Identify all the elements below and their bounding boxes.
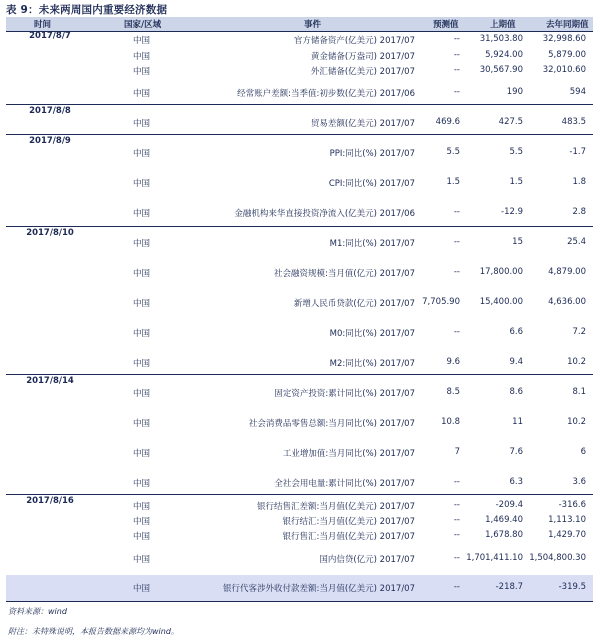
cell-country: 中国 bbox=[133, 329, 151, 339]
date-label: 2017/8/10 bbox=[26, 228, 74, 238]
cell-country: 中国 bbox=[133, 479, 151, 489]
cell-previous: 1,469.40 bbox=[485, 515, 523, 525]
cell-event: 经常账户差额:当季值:初步数(亿美元) 2017/06 bbox=[237, 89, 415, 99]
cell-yoy: 5,879.00 bbox=[548, 50, 586, 60]
header-previous: 上期值 bbox=[490, 20, 516, 30]
cell-country: 中国 bbox=[133, 584, 151, 594]
cell-country: 中国 bbox=[133, 532, 151, 542]
table-row bbox=[6, 416, 593, 430]
cell-forecast: 5.5 bbox=[446, 147, 460, 157]
cell-forecast: -- bbox=[453, 582, 460, 592]
cell-event: M1:同比(%) 2017/07 bbox=[329, 239, 415, 249]
cell-country: 中国 bbox=[133, 36, 151, 46]
cell-event: CPI:同比(%) 2017/07 bbox=[328, 179, 415, 189]
cell-yoy: 1.8 bbox=[572, 177, 586, 187]
cell-previous: 5,924.00 bbox=[485, 50, 523, 60]
cell-yoy: 10.2 bbox=[567, 417, 586, 427]
cell-country: 中国 bbox=[133, 52, 151, 62]
table-row bbox=[6, 49, 593, 63]
cell-previous: 30,567.90 bbox=[479, 65, 523, 75]
cell-country: 中国 bbox=[133, 119, 151, 129]
cell-event: 银行售汇:当月值(亿美元) 2017/07 bbox=[282, 532, 415, 542]
header-yoy: 去年同期值 bbox=[546, 20, 589, 30]
cell-previous: 9.4 bbox=[509, 357, 523, 367]
cell-country: 中国 bbox=[133, 209, 151, 219]
cell-country: 中国 bbox=[133, 239, 151, 249]
cell-event: 金融机构来华直接投资净流入(亿美元) 2017/06 bbox=[234, 209, 415, 219]
table-row bbox=[6, 296, 593, 310]
cell-event: 银行结汇:当月值(亿美元) 2017/07 bbox=[282, 517, 415, 527]
table-title: 表 9：未来两周国内重要经济数据 bbox=[6, 4, 168, 16]
table-row-highlighted bbox=[6, 575, 593, 601]
cell-event: 工业增加值:当月同比(%) 2017/07 bbox=[282, 449, 415, 459]
cell-yoy: -1.7 bbox=[569, 147, 586, 157]
cell-previous: -218.7 bbox=[495, 582, 523, 592]
cell-yoy: 25.4 bbox=[567, 237, 586, 247]
cell-country: 中国 bbox=[133, 419, 151, 429]
cell-previous: -209.4 bbox=[495, 500, 523, 510]
cell-previous: 15 bbox=[512, 237, 523, 247]
date-label: 2017/8/9 bbox=[29, 136, 71, 146]
cell-forecast: -- bbox=[453, 477, 460, 487]
cell-event: 外汇储备(亿美元) 2017/07 bbox=[310, 67, 415, 77]
cell-previous: 17,800.00 bbox=[479, 267, 523, 277]
cell-forecast: 469.6 bbox=[435, 117, 460, 127]
cell-country: 中国 bbox=[133, 269, 151, 279]
cell-event: M0:同比(%) 2017/07 bbox=[329, 329, 415, 339]
cell-forecast: -- bbox=[453, 553, 460, 563]
cell-country: 中国 bbox=[133, 359, 151, 369]
cell-forecast: -- bbox=[453, 34, 460, 44]
cell-event: 社会消费品零售总额:当月同比(%) 2017/07 bbox=[248, 419, 415, 429]
cell-country: 中国 bbox=[133, 517, 151, 527]
cell-previous: 190 bbox=[506, 87, 523, 97]
cell-yoy: 4,636.00 bbox=[548, 297, 586, 307]
cell-forecast: -- bbox=[453, 530, 460, 540]
cell-yoy: 4,879.00 bbox=[548, 267, 586, 277]
cell-event: 新增人民币贷款(亿元) 2017/07 bbox=[293, 299, 415, 309]
cell-event: 银行代客涉外收付款差额:当月值(亿美元) 2017/07 bbox=[222, 584, 415, 594]
cell-event: 黄金储备(万盎司) 2017/07 bbox=[310, 52, 415, 62]
table-row bbox=[6, 266, 593, 280]
date-label: 2017/8/14 bbox=[26, 376, 74, 386]
cell-event: 全社会用电量:累计同比(%) 2017/07 bbox=[274, 479, 415, 489]
cell-country: 中国 bbox=[133, 179, 151, 189]
cell-forecast: -- bbox=[453, 327, 460, 337]
cell-previous: 1,701,411.10 bbox=[466, 553, 523, 563]
cell-forecast: 1.5 bbox=[446, 177, 460, 187]
cell-yoy: 594 bbox=[569, 87, 586, 97]
cell-event: M2:同比(%) 2017/07 bbox=[329, 359, 415, 369]
table-row bbox=[6, 176, 593, 190]
cell-country: 中国 bbox=[133, 89, 151, 99]
cell-event: 社会融资规模:当月值(亿元) 2017/07 bbox=[273, 269, 415, 279]
cell-forecast: -- bbox=[453, 50, 460, 60]
table-row bbox=[6, 116, 593, 130]
cell-country: 中国 bbox=[133, 299, 151, 309]
cell-yoy: -319.5 bbox=[558, 582, 586, 592]
cell-forecast: -- bbox=[453, 65, 460, 75]
cell-previous: 6.6 bbox=[509, 327, 523, 337]
cell-yoy: -316.6 bbox=[558, 500, 586, 510]
cell-forecast: 7 bbox=[454, 447, 460, 457]
cell-forecast: 7,705.90 bbox=[422, 297, 460, 307]
cell-yoy: 32,998.60 bbox=[542, 34, 586, 44]
table-row bbox=[6, 206, 593, 220]
group-rule bbox=[6, 31, 593, 32]
cell-forecast: -- bbox=[453, 500, 460, 510]
table-bottom-rule bbox=[6, 601, 593, 602]
table-row bbox=[6, 86, 593, 100]
cell-country: 中国 bbox=[133, 502, 151, 512]
table-row bbox=[6, 356, 593, 370]
cell-previous: 5.5 bbox=[509, 147, 523, 157]
cell-previous: 427.5 bbox=[498, 117, 523, 127]
cell-forecast: 10.8 bbox=[441, 417, 460, 427]
cell-country: 中国 bbox=[133, 149, 151, 159]
table-row bbox=[6, 476, 593, 490]
table-row bbox=[6, 33, 593, 47]
cell-yoy: 10.2 bbox=[567, 357, 586, 367]
cell-yoy: 483.5 bbox=[561, 117, 586, 127]
cell-event: 固定资产投资:累计同比(%) 2017/07 bbox=[274, 389, 415, 399]
cell-country: 中国 bbox=[133, 449, 151, 459]
cell-previous: 11 bbox=[512, 417, 523, 427]
table-row bbox=[6, 326, 593, 340]
cell-event: 银行结售汇差额:当月值(亿美元) 2017/07 bbox=[256, 502, 415, 512]
header-country: 国家/区域 bbox=[124, 20, 162, 30]
cell-yoy: 6 bbox=[580, 447, 586, 457]
header-forecast: 预测值 bbox=[433, 20, 459, 30]
table-row bbox=[6, 552, 593, 566]
table-row bbox=[6, 64, 593, 78]
table-row bbox=[6, 146, 593, 160]
group-rule bbox=[6, 374, 593, 375]
cell-yoy: 1,504,800.30 bbox=[529, 553, 586, 563]
cell-forecast: -- bbox=[453, 237, 460, 247]
header-time: 时间 bbox=[34, 20, 52, 30]
date-label: 2017/8/7 bbox=[29, 31, 71, 41]
cell-yoy: 32,010.60 bbox=[542, 65, 586, 75]
cell-previous: 15,400.00 bbox=[479, 297, 523, 307]
cell-yoy: 1,429.70 bbox=[548, 530, 586, 540]
cell-previous: 1,678.80 bbox=[485, 530, 523, 540]
cell-previous: -12.9 bbox=[501, 207, 523, 217]
group-rule bbox=[6, 226, 593, 227]
cell-previous: 6.3 bbox=[509, 477, 523, 487]
cell-event: 国内信贷(亿元) 2017/07 bbox=[319, 555, 415, 565]
cell-previous: 31,503.80 bbox=[479, 34, 523, 44]
cell-country: 中国 bbox=[133, 389, 151, 399]
date-label: 2017/8/8 bbox=[29, 106, 71, 116]
table-row bbox=[6, 499, 593, 513]
date-label: 2017/8/16 bbox=[26, 496, 74, 506]
table-header bbox=[6, 17, 593, 31]
group-rule bbox=[6, 104, 593, 105]
cell-forecast: -- bbox=[453, 207, 460, 217]
cell-yoy: 8.1 bbox=[572, 387, 586, 397]
cell-forecast: 9.6 bbox=[446, 357, 460, 367]
cell-previous: 7.6 bbox=[509, 447, 523, 457]
footnote: 附注：未特殊说明，本报告数据来源均为wind。 bbox=[8, 627, 179, 636]
cell-previous: 8.6 bbox=[509, 387, 523, 397]
source-note: 资料来源：wind bbox=[8, 607, 67, 616]
cell-forecast: -- bbox=[453, 267, 460, 277]
cell-country: 中国 bbox=[133, 67, 151, 77]
cell-event: PPI:同比(%) 2017/07 bbox=[329, 149, 415, 159]
cell-yoy: 2.8 bbox=[572, 207, 586, 217]
cell-forecast: -- bbox=[453, 515, 460, 525]
table-row bbox=[6, 236, 593, 250]
table-row bbox=[6, 386, 593, 400]
table-row bbox=[6, 446, 593, 460]
cell-event: 贸易差额(亿美元) 2017/07 bbox=[310, 119, 415, 129]
cell-forecast: 8.5 bbox=[446, 387, 460, 397]
cell-yoy: 1,113.10 bbox=[548, 515, 586, 525]
cell-forecast: -- bbox=[453, 87, 460, 97]
header-event: 事件 bbox=[304, 20, 322, 30]
table-row bbox=[6, 529, 593, 543]
cell-event: 官方储备资产(亿美元) 2017/07 bbox=[293, 36, 415, 46]
group-rule bbox=[6, 134, 593, 135]
cell-yoy: 7.2 bbox=[572, 327, 586, 337]
cell-previous: 1.5 bbox=[509, 177, 523, 187]
cell-yoy: 3.6 bbox=[572, 477, 586, 487]
cell-country: 中国 bbox=[133, 555, 151, 565]
group-rule bbox=[6, 494, 593, 495]
table-row bbox=[6, 514, 593, 528]
